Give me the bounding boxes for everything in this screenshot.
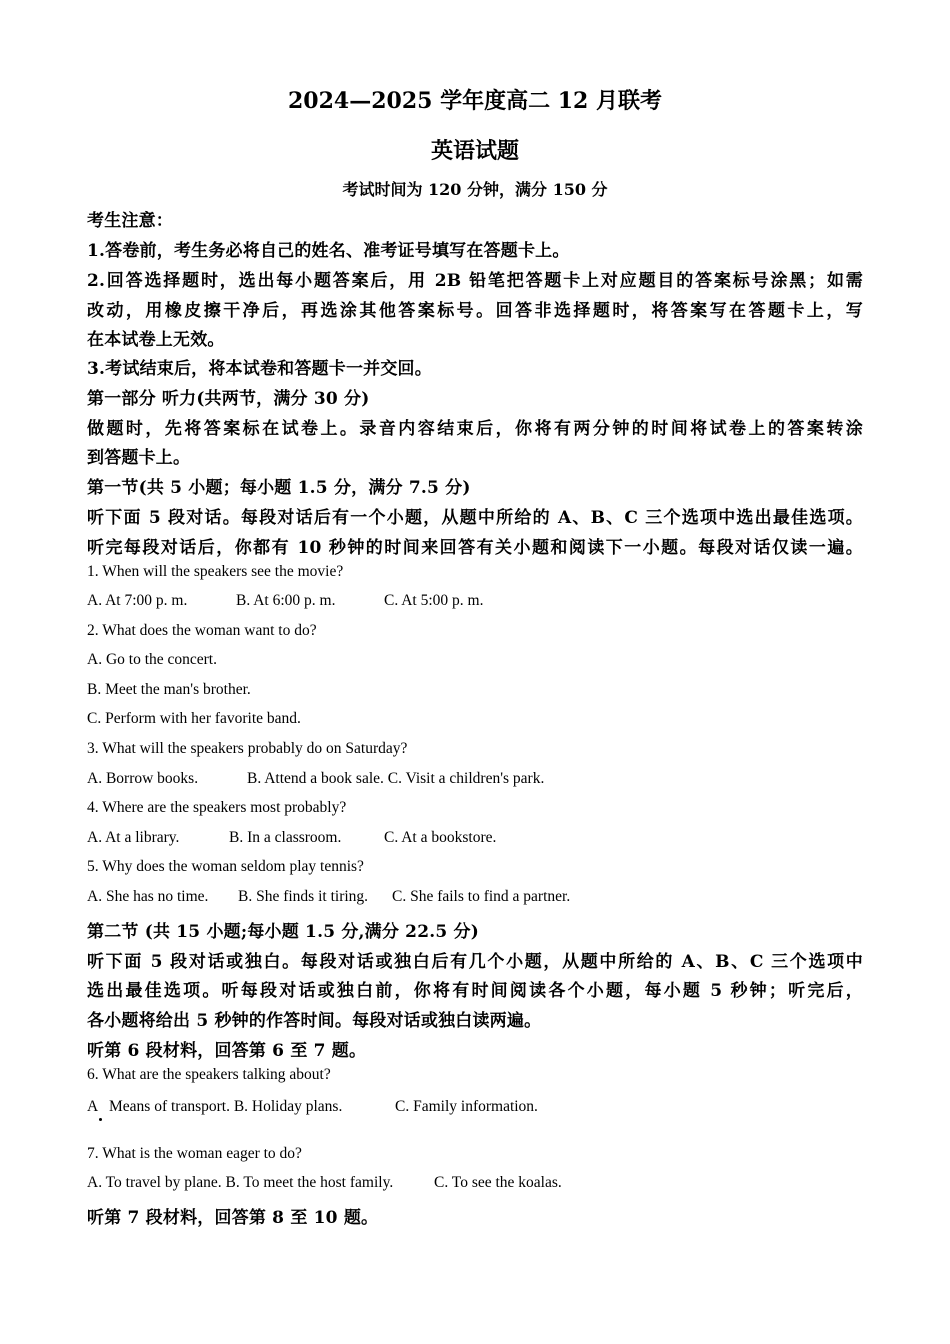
option-3a: A. Borrow books. xyxy=(87,770,199,787)
option-1c: C. At 5:00 p. m. xyxy=(384,592,484,609)
section2-intro-line-3: 各小题将给出 5 秒钟的作答时间。每段对话或独白读两遍。 xyxy=(87,1011,542,1031)
question-1: 1. When will the speakers see the movie? xyxy=(87,563,344,580)
notice-item-1: 1.答卷前，考生务必将自己的姓名、准考证号填写在答题卡上。 xyxy=(87,241,570,261)
part1-heading: 第一部分 听力(共两节，满分 30 分) xyxy=(87,389,370,409)
section1-intro-line-2: 听完每段对话后，你都有 10 秒钟的时间来回答有关小题和阅读下一小题。每段对话仅读一遍。 xyxy=(87,538,863,558)
question-5: 5. Why does the woman seldom play tennis? xyxy=(87,858,364,875)
option-6c: C. Family information. xyxy=(395,1098,538,1115)
part1-intro-line-1: 做题时，先将答案标在试卷上。录音内容结束后，你将有两分钟的时间将试卷上的答案转涂 xyxy=(87,419,863,439)
option-6ab: Means of transport. B. Holiday plans. xyxy=(109,1098,343,1115)
option-4b: B. In a classroom. xyxy=(229,829,342,846)
option-7c: C. To see the koalas. xyxy=(434,1174,562,1191)
notice-item-3: 3.考试结束后，将本试卷和答题卡一并交回。 xyxy=(87,359,432,379)
question-6: 6. What are the speakers talking about? xyxy=(87,1066,331,1083)
option-5b: B. She finds it tiring. xyxy=(238,888,369,905)
section2-intro-line-2: 选出最佳选项。听每段对话或独白前，你将有时间阅读各个小题，每小题 5 秒钟；听完后， xyxy=(87,981,863,1001)
option-1b: B. At 6:00 p. m. xyxy=(236,592,336,609)
option-6a-letter: A xyxy=(87,1098,99,1115)
notice-item-2-line-3: 在本试卷上无效。 xyxy=(87,330,225,350)
section1-heading: 第一节(共 5 小题；每小题 1.5 分，满分 7.5 分) xyxy=(87,478,471,498)
subject-title: 英语试题 xyxy=(430,138,519,164)
option-4c: C. At a bookstore. xyxy=(384,829,497,846)
notice-item-2-line-2: 改动，用橡皮擦干净后，再选涂其他答案标号。回答非选择题时，将答案写在答题卡上，写 xyxy=(87,301,863,321)
question-3: 3. What will the speakers probably do on Saturday? xyxy=(87,740,408,757)
notice-heading: 考生注意： xyxy=(87,211,173,231)
notice-item-2-line-1: 2.回答选择题时，选出每小题答案后，用 2B 铅笔把答题卡上对应题目的答案标号涂黑；如需 xyxy=(87,271,863,291)
exam-title: 2024—2025 学年度高二 12 月联考 xyxy=(287,88,663,114)
section2-heading: 第二节 (共 15 小题;每小题 1.5 分,满分 22.5 分) xyxy=(87,922,479,942)
part1-intro-line-2: 到答题卡上。 xyxy=(87,448,191,468)
section1-intro-line-1: 听下面 5 段对话。每段对话后有一个小题，从题中所给的 A、B、C 三个选项中选出最佳选项。 xyxy=(87,508,863,528)
option-2a: A. Go to the concert. xyxy=(87,651,217,668)
section2-intro-line-1: 听下面 5 段对话或独白。每段对话或独白后有几个小题，从题中所给的 A、B、C 三个选项中 xyxy=(87,952,863,972)
option-2c: C. Perform with her favorite band. xyxy=(87,710,301,727)
option-1a: A. At 7:00 p. m. xyxy=(87,592,188,609)
exam-info: 考试时间为 120 分钟，满分 150 分 xyxy=(342,180,608,199)
option-5c: C. She fails to find a partner. xyxy=(392,888,571,905)
option-7ab: A. To travel by plane. B. To meet the host family. xyxy=(87,1174,394,1191)
question-2: 2. What does the woman want to do? xyxy=(87,622,317,639)
option-5a: A. She has no time. xyxy=(87,888,209,905)
option-4a: A. At a library. xyxy=(87,829,180,846)
stray-dot-mark xyxy=(99,1118,102,1121)
question-4: 4. Where are the speakers most probably? xyxy=(87,799,347,816)
option-2b: B. Meet the man's brother. xyxy=(87,681,251,698)
material-6-heading: 听第 6 段材料，回答第 6 至 7 题。 xyxy=(87,1041,367,1061)
option-3bc: B. Attend a book sale. C. Visit a children's park. xyxy=(247,770,545,787)
material-7-heading: 听第 7 段材料，回答第 8 至 10 题。 xyxy=(87,1208,379,1228)
question-7: 7. What is the woman eager to do? xyxy=(87,1145,302,1162)
